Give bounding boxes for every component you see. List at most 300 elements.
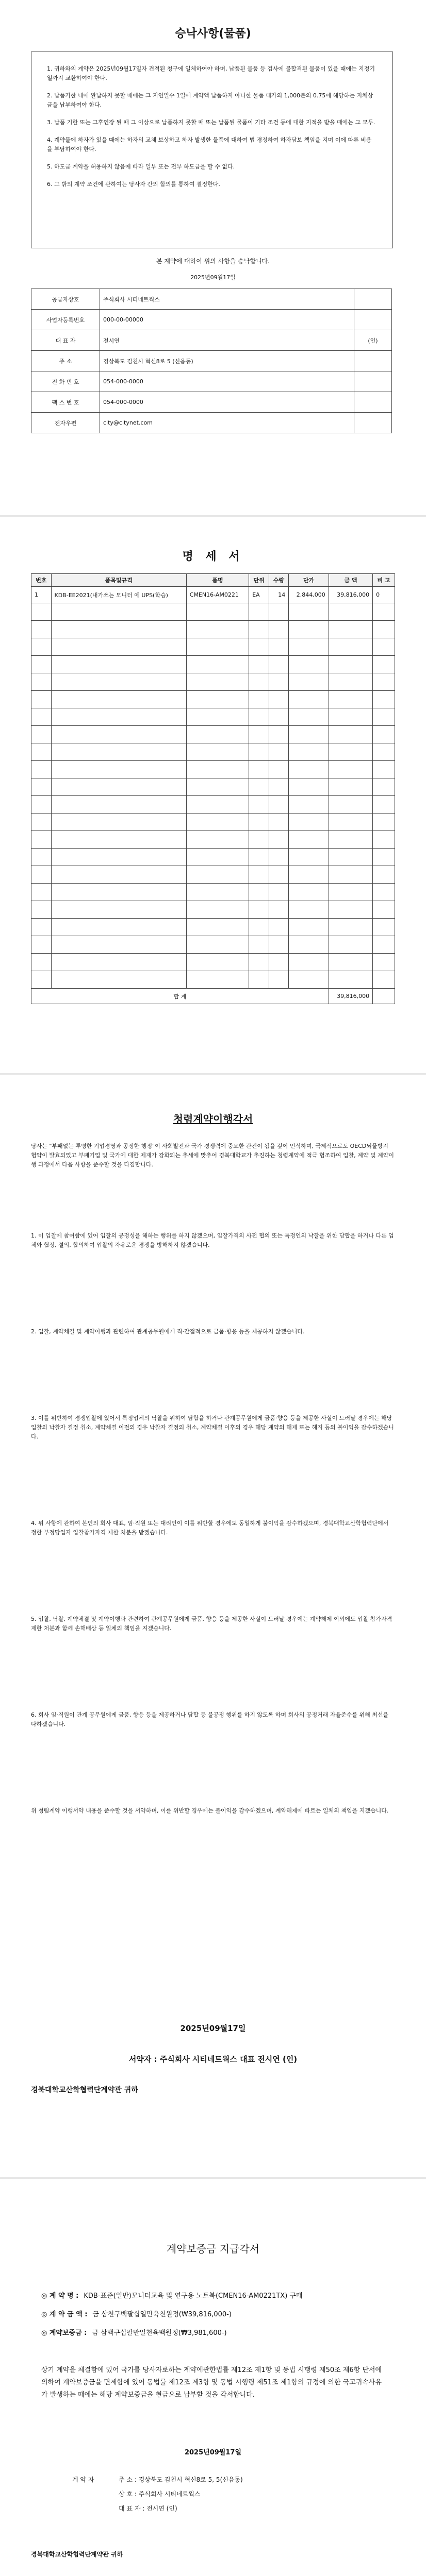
spec-empty-cell: [249, 814, 269, 831]
spec-empty-cell: [31, 743, 52, 761]
spec-empty-row: [31, 743, 395, 761]
spec-empty-cell: [269, 901, 289, 919]
spec-empty-cell: [269, 656, 289, 673]
spec-empty-cell: [373, 778, 395, 796]
spec-empty-cell: [186, 656, 249, 673]
consent-items: [31, 52, 392, 210]
spec-empty-row: [31, 656, 395, 673]
spec-empty-cell: [249, 708, 269, 726]
spec-empty-cell: [373, 656, 395, 673]
spec-empty-cell: [269, 954, 289, 971]
spec-empty-cell: [289, 849, 329, 866]
spec-empty-cell: [329, 603, 372, 621]
consent-field-row: [31, 371, 392, 392]
consent-field-label: 팩 스 번 호: [31, 392, 100, 413]
spec-empty-cell: [249, 673, 269, 691]
spec-empty-cell: [249, 726, 269, 743]
spec-empty-cell: [31, 954, 52, 971]
notice-page: [0, 1075, 426, 2177]
spec-empty-cell: [373, 743, 395, 761]
payment-page: [0, 2179, 426, 2576]
spec-empty-cell: [269, 919, 289, 936]
notice-paragraph: 당사는 "부패없는 투명한 기업경영과 공정한 행정"이 사회발전과 국가 경쟁력에 중요한 관건이 됨을 깊이 인식하며, 국제적으로도 OECD뇌물방지 협약이 발효되었고 부패기업 및 국가에 대한 제재가 강화되는 추세에 맞추어 경북대학교가 추진하는 청렴계약에 적극 협조하여 입찰, 계약 및 계약이행 과정에서 다음 사항을 준수할 것을 다짐합니다.: [31, 1143, 394, 1168]
spec-empty-cell: [373, 831, 395, 849]
spec-empty-cell: [329, 621, 372, 638]
spec-empty-cell: [289, 814, 329, 831]
consent-field-blank: [354, 413, 392, 433]
spec-empty-row: [31, 971, 395, 989]
spec-empty-cell: [373, 638, 395, 656]
spec-empty-cell: [51, 866, 186, 884]
spec-empty-cell: [289, 831, 329, 849]
spec-empty-cell: [31, 796, 52, 814]
spec-empty-cell: [249, 691, 269, 708]
payment-row-value: 금 삼천구백팔십일만육천원정(₩39,816,000-): [92, 2311, 232, 2318]
consent-field-label: 사업자등록번호: [31, 310, 100, 330]
spec-empty-cell: [373, 849, 395, 866]
payment-rows: [41, 2287, 392, 2343]
spec-empty-cell: [329, 919, 372, 936]
payment-row-value: 금 삼백구십팔만일천육백원정(₩3,981,600-): [92, 2329, 227, 2337]
spec-empty-cell: [249, 849, 269, 866]
spec-empty-cell: [373, 901, 395, 919]
spec-empty-cell: [289, 971, 329, 989]
spec-empty-cell: [289, 954, 329, 971]
spec-empty-cell: [51, 621, 186, 638]
spec-cell-spec: KDB-EE2021(내가쓰는 모니터 에 UPS(학습): [51, 587, 186, 603]
spec-header: 품명: [186, 574, 249, 587]
spec-empty-cell: [269, 884, 289, 901]
spec-empty-cell: [269, 971, 289, 989]
spec-empty-cell: [289, 936, 329, 954]
payment-info-value: 상 호 : 주식회사 시티네트웍스: [119, 2490, 201, 2498]
spec-empty-row: [31, 919, 395, 936]
consent-item: 6. 그 밖의 계약 조건에 관하여는 당사자 간의 합의를 통하여 결정한다.: [47, 181, 220, 188]
spec-empty-cell: [51, 656, 186, 673]
spec-empty-cell: [269, 936, 289, 954]
consent-item: 5. 하도급 계약을 허용하지 않음에 따라 일부 또는 전부 하도급을 할 수 없다.: [47, 163, 235, 170]
spec-header: 품목및규격: [51, 574, 186, 587]
spec-empty-cell: [51, 638, 186, 656]
consent-item: 3. 납품 기한 또는 그후연장 된 때 그 이상으로 납품하지 못할 때 또는 납품된 물품이 기타 조건 등에 대한 지적을 받을 때에는 그 모두.: [47, 119, 375, 126]
spec-empty-cell: [289, 638, 329, 656]
spec-empty-cell: [269, 831, 289, 849]
spec-header: 단위: [249, 574, 269, 587]
consent-date: 2025년09월17일: [190, 274, 236, 281]
spec-empty-cell: [269, 621, 289, 638]
spec-title: 명 세 서: [182, 550, 244, 563]
spec-empty-cell: [186, 954, 249, 971]
notice-paragraph: 2. 입찰, 계약체결 및 계약이행과 관련하여 관계공무원에게 직·간접적으로 금품·향응 등을 제공하지 않겠습니다.: [31, 1328, 305, 1335]
spec-empty-cell: [186, 884, 249, 901]
consent-item: 1. 귀하와의 계약은 2025년09월17일자 견적된 청구에 일체하여야 하며, 납품된 물품 등 검사에 불합격된 물품이 있을 때에는 지정기일까지 교환하여야 한다.: [47, 65, 375, 81]
spec-table: [31, 573, 395, 1004]
spec-empty-cell: [249, 796, 269, 814]
spec-empty-cell: [329, 673, 372, 691]
spec-empty-row: [31, 638, 395, 656]
spec-empty-cell: [31, 971, 52, 989]
spec-empty-cell: [51, 814, 186, 831]
consent-field-value: 054-000-0000: [100, 392, 354, 413]
spec-empty-cell: [186, 621, 249, 638]
spec-empty-cell: [51, 901, 186, 919]
spec-empty-cell: [269, 796, 289, 814]
spec-empty-cell: [289, 866, 329, 884]
consent-field-row: [31, 351, 392, 371]
spec-empty-cell: [289, 708, 329, 726]
spec-empty-cell: [373, 761, 395, 778]
spec-empty-cell: [186, 726, 249, 743]
payment-to: 경북대학교산학협력단계약관 귀하: [31, 2551, 123, 2558]
spec-empty-cell: [51, 743, 186, 761]
spec-empty-cell: [31, 936, 52, 954]
spec-empty-row: [31, 796, 395, 814]
spec-empty-cell: [289, 656, 329, 673]
spec-empty-cell: [373, 814, 395, 831]
spec-empty-cell: [269, 603, 289, 621]
spec-empty-cell: [329, 638, 372, 656]
spec-empty-cell: [51, 726, 186, 743]
spec-empty-cell: [186, 691, 249, 708]
spec-empty-cell: [249, 901, 269, 919]
spec-empty-cell: [373, 796, 395, 814]
consent-field-row: [31, 413, 392, 433]
spec-header: 수량: [269, 574, 289, 587]
spec-empty-cell: [269, 849, 289, 866]
spec-header: 단가: [289, 574, 329, 587]
spec-cell-note: 0: [373, 587, 395, 603]
spec-empty-cell: [373, 936, 395, 954]
spec-empty-cell: [186, 638, 249, 656]
spec-empty-row: [31, 708, 395, 726]
spec-empty-cell: [329, 656, 372, 673]
spec-empty-cell: [31, 691, 52, 708]
spec-empty-cell: [373, 954, 395, 971]
spec-empty-cell: [51, 936, 186, 954]
spec-empty-cell: [31, 761, 52, 778]
notice-body: [31, 1142, 395, 1893]
consent-field-label: 대 표 자: [31, 330, 100, 351]
spec-empty-cell: [249, 743, 269, 761]
spec-empty-cell: [329, 936, 372, 954]
spec-empty-row: [31, 778, 395, 796]
spec-empty-cell: [329, 866, 372, 884]
spec-empty-cell: [373, 673, 395, 691]
consent-title: 승낙사항(물품): [175, 27, 251, 40]
spec-empty-cell: [249, 621, 269, 638]
spec-empty-cell: [186, 866, 249, 884]
spec-empty-cell: [373, 691, 395, 708]
spec-empty-cell: [186, 743, 249, 761]
consent-field-label: 주 소: [31, 351, 100, 371]
spec-empty-cell: [249, 778, 269, 796]
payment-row: [41, 2306, 392, 2324]
notice-paragraph: 1. 이 입찰에 참여함에 있어 입찰의 공정성을 해하는 행위를 하지 않겠으며, 입찰가격의 사전 협의 또는 특정인의 낙찰을 위한 담합을 하거나 다른 업체와 협정, 결의, 합의하여 입찰의 자유로운 경쟁을 방해하지 않겠습니다.: [31, 1232, 394, 1248]
payment-date: 2025년09월17일: [184, 2449, 242, 2456]
spec-cell-no: 1: [31, 587, 52, 603]
spec-empty-cell: [249, 954, 269, 971]
consent-field-value: 주식회사 시티네트웍스: [100, 289, 354, 310]
spec-empty-cell: [186, 936, 249, 954]
spec-empty-cell: [31, 656, 52, 673]
spec-empty-cell: [51, 603, 186, 621]
spec-empty-cell: [373, 603, 395, 621]
spec-empty-cell: [269, 743, 289, 761]
consent-field-row: [31, 310, 392, 330]
spec-empty-cell: [269, 778, 289, 796]
spec-empty-cell: [31, 621, 52, 638]
spec-empty-cell: [289, 901, 329, 919]
spec-empty-cell: [249, 638, 269, 656]
spec-empty-cell: [373, 971, 395, 989]
spec-cell-amount: 39,816,000: [329, 587, 372, 603]
consent-fields-table: [31, 289, 392, 433]
consent-box: [31, 52, 393, 248]
spec-empty-cell: [373, 866, 395, 884]
spec-empty-row: [31, 901, 395, 919]
spec-empty-cell: [249, 831, 269, 849]
consent-field-blank: [354, 310, 392, 330]
consent-field-value: city@citynet.com: [100, 413, 354, 433]
spec-empty-cell: [51, 708, 186, 726]
consent-page: [0, 0, 426, 515]
notice-to: 경북대학교산학협력단계약관 귀하: [31, 2086, 138, 2094]
consent-field-row: [31, 289, 392, 310]
spec-cell-name: CMEN16-AM0221: [186, 587, 249, 603]
payment-info-label: 계 약 자: [72, 2476, 94, 2483]
spec-empty-row: [31, 936, 395, 954]
spec-empty-cell: [373, 708, 395, 726]
spec-empty-cell: [329, 814, 372, 831]
payment-title: 계약보증금 지급각서: [166, 2243, 260, 2255]
spec-empty-cell: [31, 638, 52, 656]
spec-total-label: 합 계: [31, 989, 329, 1004]
spec-empty-cell: [373, 726, 395, 743]
spec-empty-cell: [31, 866, 52, 884]
consent-agree-text: 본 계약에 대하여 위의 사항을 승낙합니다.: [156, 258, 270, 265]
spec-empty-cell: [269, 708, 289, 726]
spec-empty-cell: [249, 971, 269, 989]
spec-empty-cell: [249, 866, 269, 884]
spec-empty-cell: [31, 919, 52, 936]
spec-empty-cell: [329, 971, 372, 989]
spec-header: 비 고: [373, 574, 395, 587]
spec-empty-row: [31, 726, 395, 743]
spec-empty-cell: [289, 726, 329, 743]
spec-empty-cell: [186, 831, 249, 849]
spec-empty-cell: [269, 673, 289, 691]
spec-total-note: [373, 989, 395, 1004]
notice-paragraph: 위 청렴계약 이행서약 내용을 준수할 것을 서약하며, 이를 위반할 경우에는 불이익을 감수하겠으며, 계약해제에 따르는 일체의 책임을 지겠습니다.: [31, 1807, 389, 1814]
spec-empty-cell: [289, 884, 329, 901]
spec-empty-cell: [51, 849, 186, 866]
spec-header: 번호: [31, 574, 52, 587]
spec-empty-cell: [51, 884, 186, 901]
spec-cell-unit: EA: [249, 587, 269, 603]
spec-empty-cell: [31, 778, 52, 796]
consent-field-label: 전 화 번 호: [31, 371, 100, 392]
payment-info-value: 대 표 자 : 전시연 (인): [119, 2505, 177, 2512]
spec-empty-cell: [269, 638, 289, 656]
consent-field-label: 전자우편: [31, 413, 100, 433]
consent-field-label: 공급자상호: [31, 289, 100, 310]
spec-empty-row: [31, 954, 395, 971]
consent-field-blank: [354, 371, 392, 392]
spec-page: [0, 517, 426, 1073]
spec-empty-cell: [31, 901, 52, 919]
payment-info-row: [72, 2501, 361, 2516]
spec-empty-row: [31, 761, 395, 778]
spec-empty-cell: [329, 954, 372, 971]
spec-empty-cell: [249, 884, 269, 901]
consent-field-value: 000-00-00000: [100, 310, 354, 330]
spec-empty-cell: [31, 673, 52, 691]
spec-empty-cell: [249, 603, 269, 621]
consent-field-row: [31, 392, 392, 413]
consent-item: 2. 납품기한 내에 완납하지 못할 때에는 그 지연일수 1일에 계약액 납품하지 아니한 물품 대가의 1,000분의 0.75에 해당하는 지체상금을 납부하여야 한다.: [47, 92, 373, 108]
spec-total-row: [31, 989, 395, 1004]
spec-empty-cell: [269, 814, 289, 831]
consent-stamp: (인): [354, 330, 392, 351]
consent-field-blank: [354, 392, 392, 413]
spec-empty-row: [31, 866, 395, 884]
spec-empty-cell: [31, 831, 52, 849]
spec-empty-cell: [31, 884, 52, 901]
spec-empty-cell: [31, 603, 52, 621]
spec-empty-cell: [186, 971, 249, 989]
spec-empty-cell: [186, 919, 249, 936]
consent-item: 4. 계약물에 하자가 있을 때에는 하자의 교체 보상하고 하자 발생한 물품에 대하여 법 경정하여 하자담보 책임을 지며 이에 따른 비용을 부담하여야 한다.: [47, 137, 372, 152]
consent-field-value: 054-000-0000: [100, 371, 354, 392]
spec-empty-cell: [373, 884, 395, 901]
spec-empty-cell: [289, 621, 329, 638]
consent-field-blank: [354, 289, 392, 310]
spec-empty-cell: [269, 726, 289, 743]
spec-empty-row: [31, 691, 395, 708]
spec-empty-cell: [186, 814, 249, 831]
consent-field-row: [31, 330, 392, 351]
consent-field-blank: [354, 351, 392, 371]
spec-empty-cell: [289, 796, 329, 814]
spec-empty-cell: [289, 778, 329, 796]
spec-empty-cell: [51, 919, 186, 936]
spec-empty-cell: [269, 866, 289, 884]
consent-field-value: 전시연: [100, 330, 354, 351]
payment-body: 상기 계약을 체결함에 있어 국가를 당사자로하는 계약에관한법률 제12조 제1항 및 동법 시행령 제50조 제6항 단서에 의하여 계약보증금을 면제함에 있어 동법률 제12조 제3항 및 동법 시행령 제51조 제1항의 규정에 의한 국고귀속사유가 발생하는 때에는 해당 계약보증금을 현금으로 납부할 것을 각서합니다.: [41, 2366, 382, 2399]
spec-header: 금 액: [329, 574, 372, 587]
spec-empty-cell: [249, 761, 269, 778]
spec-empty-cell: [269, 691, 289, 708]
spec-empty-cell: [289, 673, 329, 691]
spec-empty-cell: [51, 971, 186, 989]
notice-title: 청렴계약이행각서: [173, 1113, 253, 1125]
spec-empty-cell: [329, 849, 372, 866]
spec-empty-cell: [249, 656, 269, 673]
notice-paragraph: 3. 이를 위반하여 경쟁입찰에 있어서 특정업체의 낙찰을 위하여 담합을 하거나 관계공무원에게 금품·향응 등을 제공한 사실이 드러날 경우에는 해당 입찰의 낙찰자 결정 취소, 계약체결 이전의 경우 낙찰자 결정의 취소, 계약체결 이후의 경우 해당 계약의 해제 또는 해지 등의 불이익을 감수하겠습니다.: [31, 1415, 394, 1440]
spec-empty-cell: [51, 831, 186, 849]
payment-row: [41, 2287, 392, 2306]
spec-empty-cell: [186, 778, 249, 796]
spec-empty-cell: [373, 621, 395, 638]
notice-paragraph: 6. 회사 임·직원이 관계 공무원에게 금품, 향응 등을 제공하거나 담합 등 불공정 행위를 하지 않도록 하며 회사의 공정거래 자율준수를 위해 최선을 다하겠습니다.: [31, 1711, 389, 1727]
spec-empty-cell: [329, 726, 372, 743]
spec-empty-cell: [249, 919, 269, 936]
spec-empty-cell: [186, 603, 249, 621]
spec-empty-cell: [186, 901, 249, 919]
spec-empty-row: [31, 884, 395, 901]
spec-empty-cell: [269, 761, 289, 778]
payment-info-value: 주 소 : 경상북도 김천시 혁신8로 5, 5(신음동): [119, 2476, 243, 2483]
payment-row-label: ◎ 계 약 명 :: [41, 2292, 79, 2300]
payment-row-value: KDB-표준(일반)모니터교육 및 연구용 노트북(CMEN16-AM0221TX) 구매: [84, 2292, 303, 2300]
spec-empty-row: [31, 673, 395, 691]
spec-empty-cell: [289, 691, 329, 708]
spec-empty-cell: [329, 691, 372, 708]
spec-empty-cell: [186, 708, 249, 726]
notice-signer: 서약자 : 주식회사 시티네트웍스 대표 전시연 (인): [128, 2055, 298, 2064]
spec-empty-cell: [51, 778, 186, 796]
spec-empty-row: [31, 814, 395, 831]
spec-empty-cell: [249, 936, 269, 954]
spec-empty-cell: [289, 919, 329, 936]
spec-empty-cell: [373, 919, 395, 936]
spec-empty-cell: [289, 603, 329, 621]
spec-empty-cell: [329, 901, 372, 919]
payment-info: [72, 2472, 361, 2516]
payment-row-label: ◎ 계 약 금 액 :: [41, 2311, 88, 2318]
spec-empty-cell: [329, 761, 372, 778]
spec-empty-cell: [31, 814, 52, 831]
spec-empty-cell: [51, 691, 186, 708]
spec-empty-cell: [51, 761, 186, 778]
spec-row: [31, 587, 395, 603]
spec-empty-cell: [186, 761, 249, 778]
spec-empty-cell: [186, 849, 249, 866]
spec-total-amount: 39,816,000: [329, 989, 372, 1004]
spec-empty-cell: [329, 831, 372, 849]
spec-cell-qty: 14: [269, 587, 289, 603]
notice-date: 2025년09월17일: [180, 2024, 246, 2033]
spec-empty-cell: [31, 726, 52, 743]
spec-empty-row: [31, 849, 395, 866]
spec-empty-cell: [51, 796, 186, 814]
spec-empty-cell: [289, 743, 329, 761]
payment-row-label: ◎ 계약보증금 :: [41, 2329, 87, 2337]
spec-empty-row: [31, 621, 395, 638]
spec-empty-cell: [329, 778, 372, 796]
spec-empty-cell: [51, 673, 186, 691]
spec-empty-row: [31, 603, 395, 621]
spec-empty-cell: [31, 708, 52, 726]
spec-cell-price: 2,844,000: [289, 587, 329, 603]
spec-empty-cell: [289, 761, 329, 778]
spec-empty-row: [31, 831, 395, 849]
payment-row: [41, 2324, 392, 2343]
spec-empty-cell: [329, 743, 372, 761]
notice-paragraph: 5. 입찰, 낙찰, 계약체결 및 계약이행과 관련하여 관계공무원에게 금품, 향응 등을 제공한 사실이 드러날 경우에는 계약해제 이외에도 입찰 참가자격 제한 처분과 함께 손해배상 등 일체의 책임을 지겠습니다.: [31, 1616, 392, 1632]
spec-empty-cell: [186, 796, 249, 814]
spec-empty-cell: [329, 884, 372, 901]
spec-empty-cell: [51, 954, 186, 971]
consent-field-value: 경상북도 김천시 혁신8로 5 (신음동): [100, 351, 354, 371]
spec-empty-cell: [31, 849, 52, 866]
payment-info-row: [72, 2487, 361, 2501]
payment-info-row: [72, 2472, 361, 2487]
spec-empty-cell: [329, 708, 372, 726]
spec-empty-cell: [329, 796, 372, 814]
spec-empty-cell: [186, 673, 249, 691]
notice-paragraph: 4. 위 사항에 관하여 본인의 회사 대표, 임·직원 또는 대리인이 이를 위반할 경우에도 동일하게 불이익을 감수하겠으며, 경북대학교산학협력단에서 정한 부정당업자 입찰참가자격 제한 처분을 받겠습니다.: [31, 1520, 389, 1536]
